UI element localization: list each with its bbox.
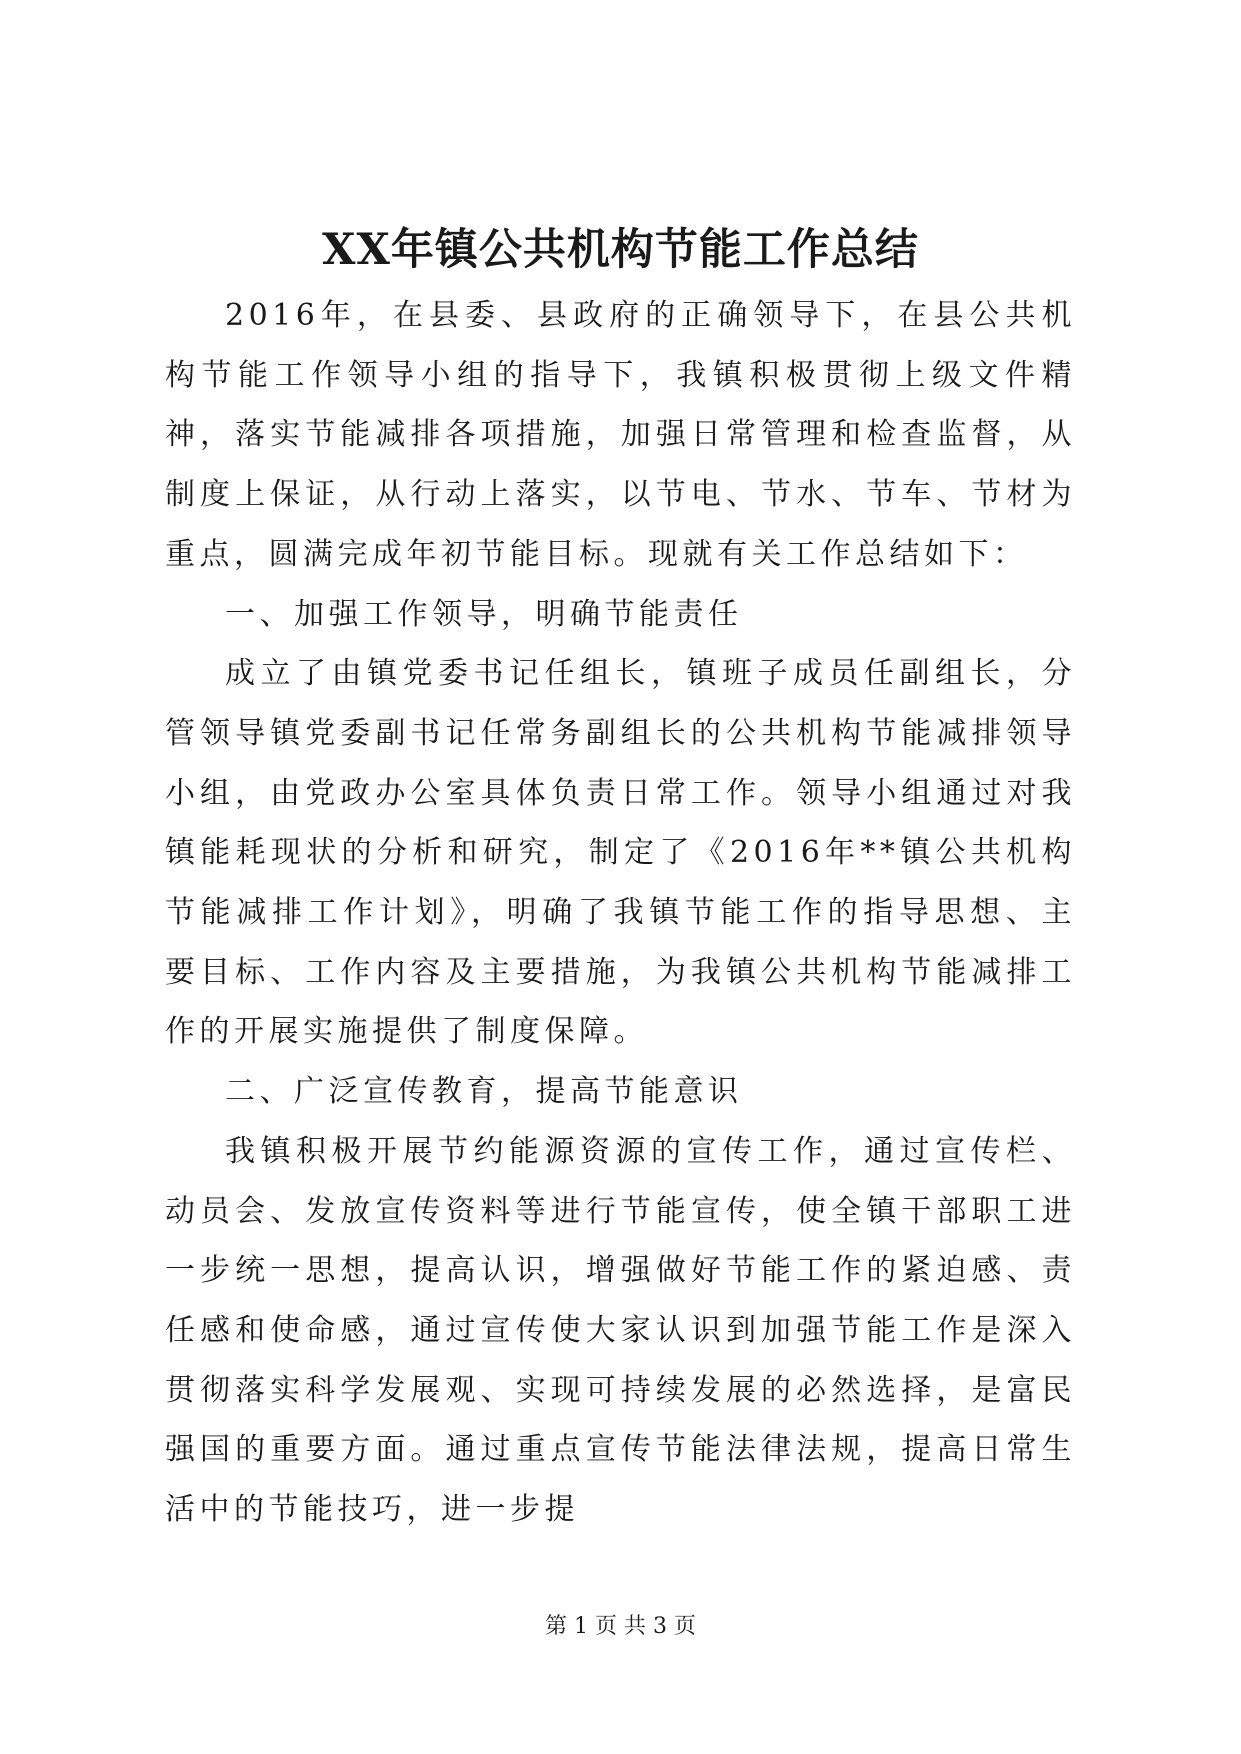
intro-paragraph: 2016年，在县委、县政府的正确领导下，在县公共机构节能工作领导小组的指导下，我镇积极贯彻上级文件精神，落实节能减排各项措施，加强日常管理和检查监督，从制度上保证，从行动上落实，以节电、节水、节车、节材为重点，圆满完成年初节能目标。现就有关工作总结如下：: [165, 298, 1076, 572]
section-paragraph-2: 我镇积极开展节约能源资源的宣传工作，通过宣传栏、动员会、发放宣传资料等进行节能宣传，使全镇干部职工进一步统一思想，提高认识，增强做好节能工作的紧迫感、责任感和使命感，通过宣传使大家认识到加强节能工作是深入贯彻落实科学发展观、实现可持续发展的必然选择，是富民强国的重要方面。通过重点宣传节能法律法规，提高日常生活中的节能技巧，进一步提: [165, 1133, 1076, 1528]
section-heading-2: 二、广泛宣传教育，提高节能意识: [225, 1074, 743, 1110]
page-footer: 第 1 页 共 3 页: [545, 1614, 696, 1639]
section-paragraph-1: 成立了由镇党委书记任组长，镇班子成员任副组长，分管领导镇党委副书记任常务副组长的公共机构节能减排领导小组，由党政办公室具体负责日常工作。领导小组通过对我镇能耗现状的分析和研究，制定了《2016年**镇公共机构节能减排工作计划》，明确了我镇节能工作的指导思想、主要目标、工作内容及主要措施，为我镇公共机构节能减排工作的开展实施提供了制度保障。: [165, 656, 1076, 1050]
document-title: XX年镇公共机构节能工作总结: [322, 225, 919, 275]
document-body: [165, 286, 1076, 1540]
section-heading-1: 一、加强工作领导，明确节能责任: [225, 596, 743, 632]
